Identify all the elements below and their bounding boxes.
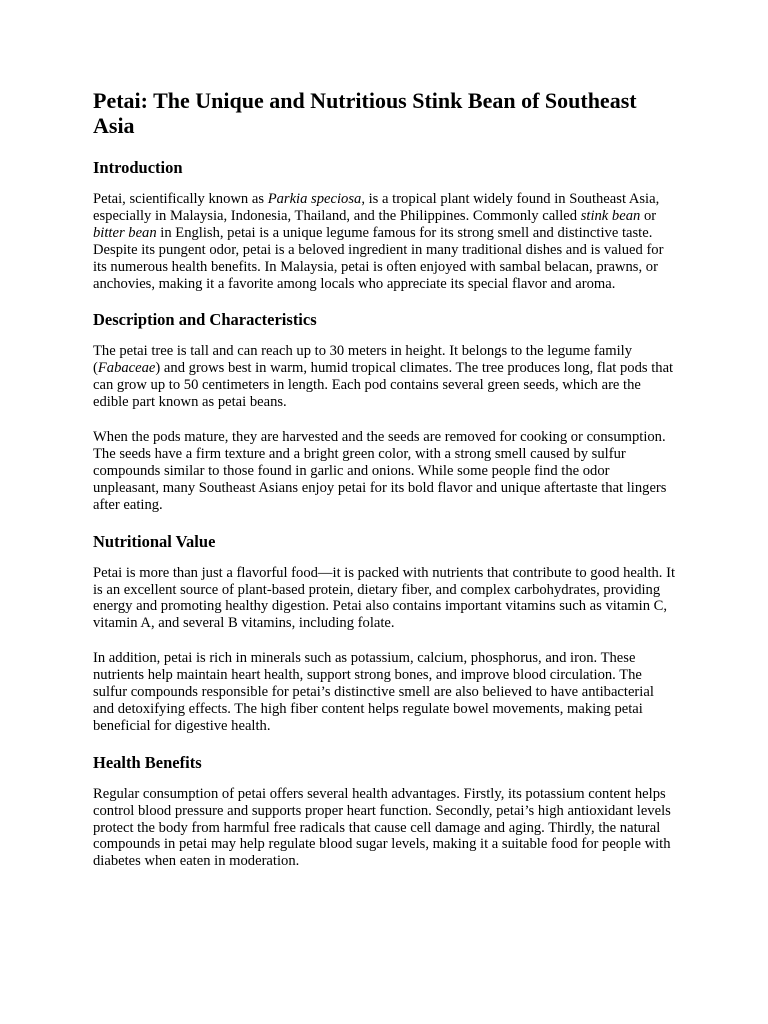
paragraph: In addition, petai is rich in minerals such as potassium, calcium, phosphorus, and iron. These nutrients help maintain heart health, support strong bones, and improve blood circulation. The sulfur compounds responsible for petai’s distinctive smell are also believed to have antibacterial and detoxifying effects. The high fiber content helps regulate bowel movements, making petai beneficial for digestive health.: [93, 650, 654, 734]
section-heading: Description and Characteristics: [93, 310, 317, 330]
scientific-name: Parkia speciosa: [267, 191, 362, 207]
section-nutritional-value: [93, 532, 675, 735]
section-introduction: [93, 158, 675, 292]
common-name: stink bean: [580, 207, 641, 224]
document-page: [93, 88, 675, 888]
section-health-benefits: [93, 753, 675, 871]
section-heading: Introduction: [93, 158, 183, 177]
paragraph: Petai, scientifically known as Parkia speciosa, is a tropical plant widely found in Southeast Asia, especially in Malaysia, Indonesia, Thailand, and the Philippines. Commonly called stink bean or bitter bean in English, petai is a unique legume famous for its strong smell and distinctive taste. Despite its pungent odor, petai is a beloved ingredient in many traditional dishes and is valued for its numerous health benefits. In Malaysia, petai is often enjoyed with sambal belacan, prawns, or anchovies, making it a favorite among locals who appreciate its special flavor and aroma.: [93, 191, 664, 292]
document-title: Petai: The Unique and Nutritious Stink Bean of Southeast Asia: [93, 88, 637, 138]
section-heading: Health Benefits: [93, 752, 202, 772]
section-heading: Nutritional Value: [93, 531, 216, 551]
section-description: [93, 310, 675, 513]
common-name: bitter bean: [93, 224, 157, 241]
paragraph: When the pods mature, they are harvested and the seeds are removed for cooking or consumption. The seeds have a firm texture and a bright green color, with a strong smell caused by sulfur compounds similar to those found in garlic and onions. While some people find the odor unpleasant, many Southeast Asians enjoy petai for its bold flavor and unique aftertaste that lingers after eating.: [93, 429, 667, 513]
paragraph: The petai tree is tall and can reach up to 30 meters in height. It belongs to the legume family (Fabaceae) and grows best in warm, humid tropical climates. The tree produces long, flat pods that can grow up to 50 centimeters in length. Each pod contains several green seeds, which are the edible part known as petai beans.: [93, 343, 674, 411]
family-name: Fabaceae: [97, 360, 156, 377]
paragraph: Petai is more than just a flavorful food—it is packed with nutrients that contribute to good health. It is an excellent source of plant-based protein, dietary fiber, and complex carbohydrates, providing energy and promoting healthy digestion. Petai also contains important vitamins such as vitamin C, vitamin A, and several B vitamins, including folate.: [93, 564, 676, 632]
paragraph: Regular consumption of petai offers several health advantages. Firstly, its potassium content helps control blood pressure and supports proper heart function. Secondly, petai’s high antioxidant levels protect the body from harmful free radicals that cause cell damage and aging. Thirdly, the natural compounds in petai may help regulate blood sugar levels, making it a suitable food for people with diabetes when eaten in moderation.: [93, 785, 671, 870]
